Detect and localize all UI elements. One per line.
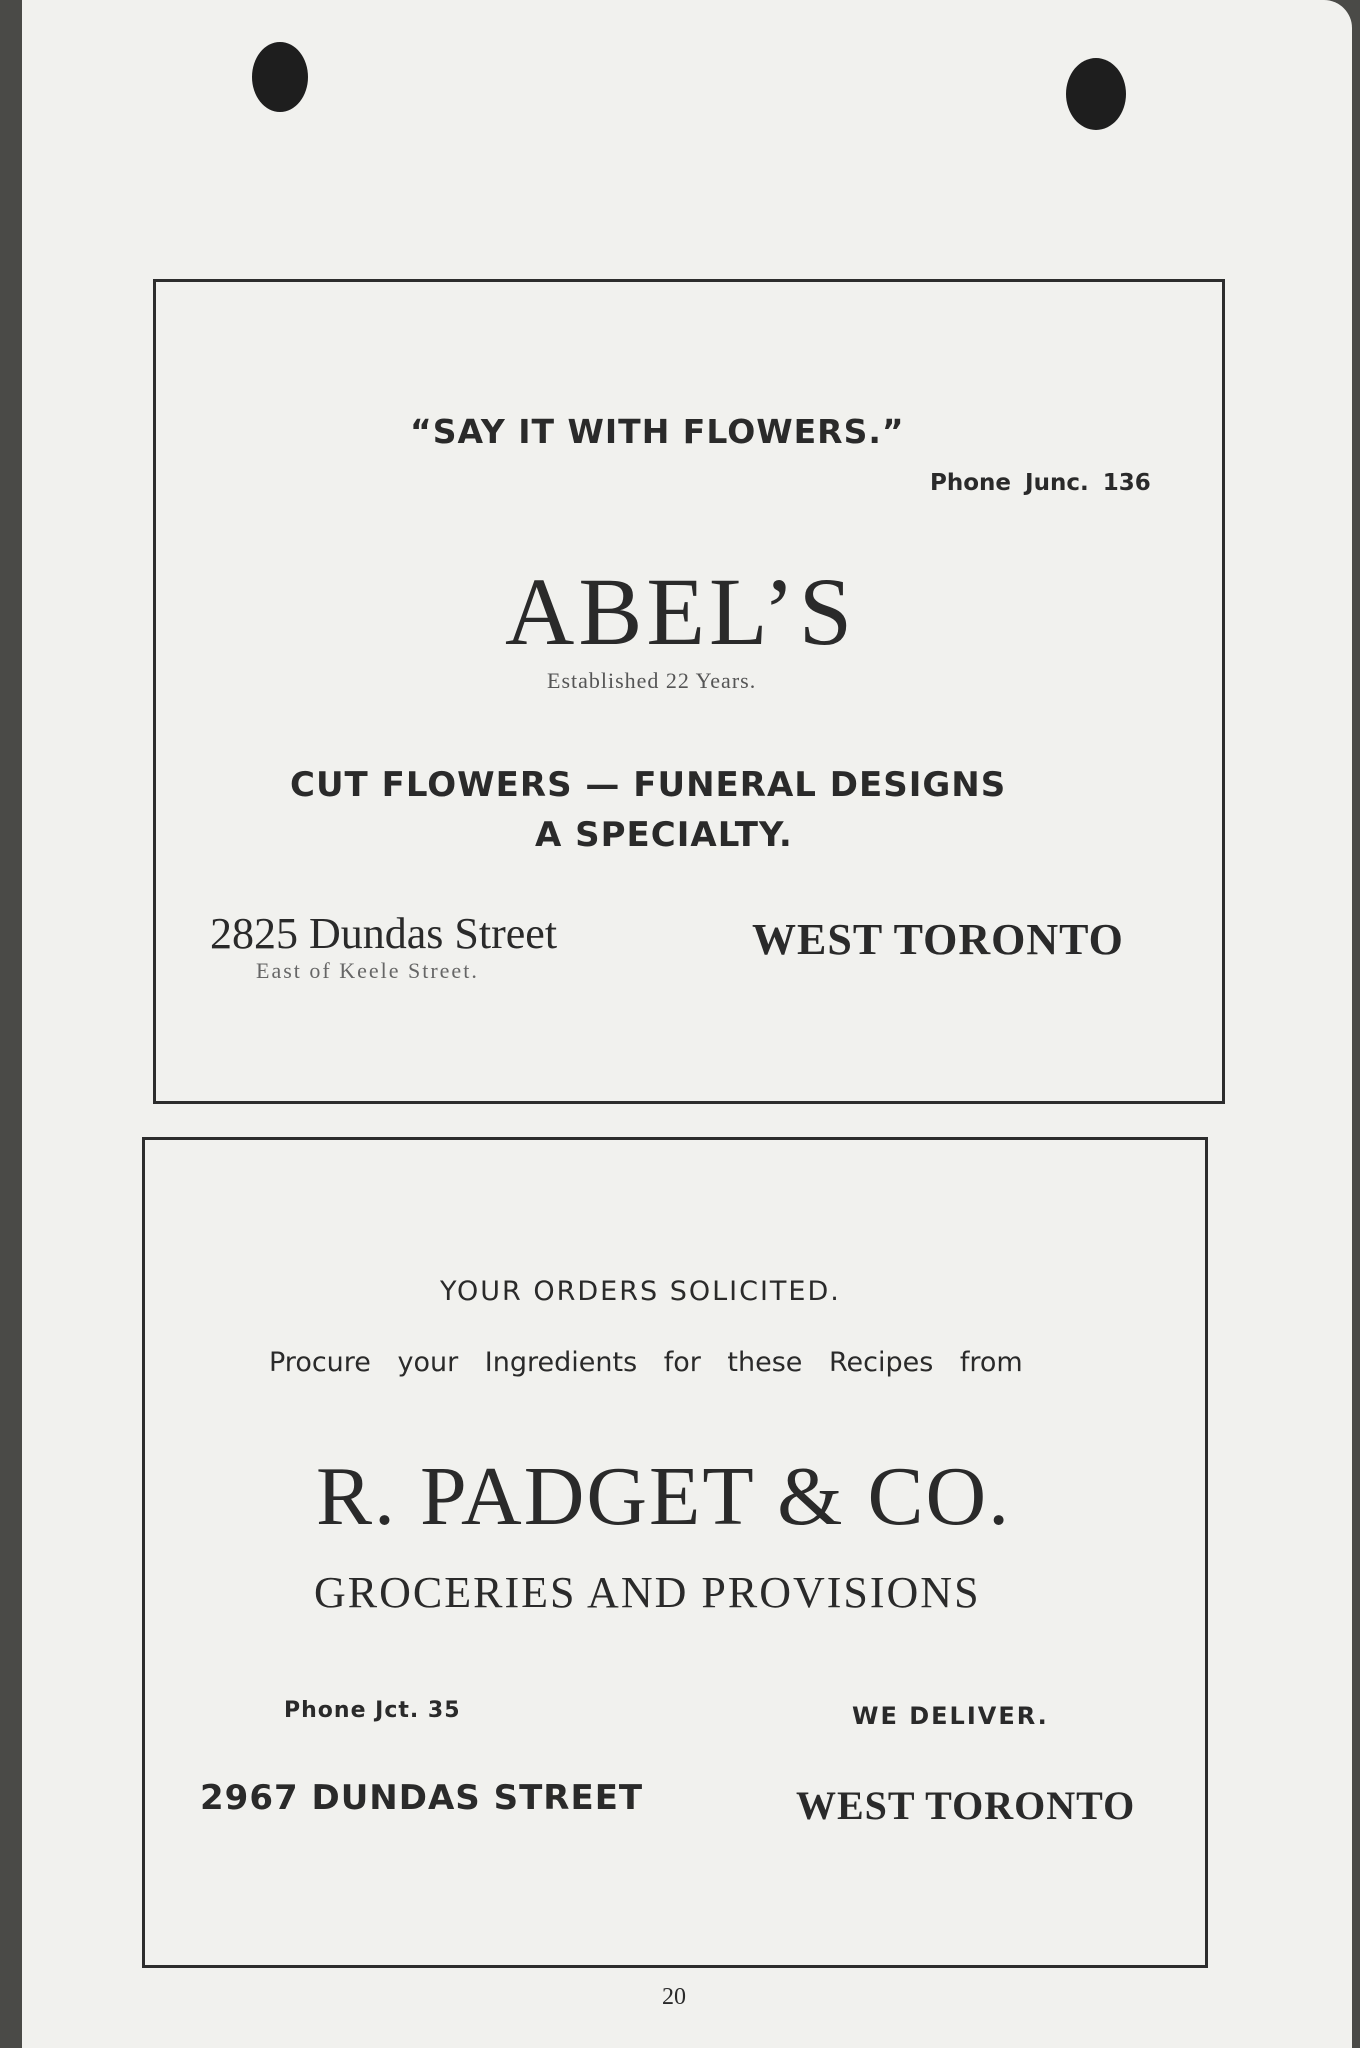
abels-address: 2825 Dundas Street [210,909,558,958]
abels-established: Established 22 Years. [547,668,757,693]
padget-city: WEST TORONTO [796,1783,1136,1828]
abels-specialty: A SPECIALTY. [535,815,793,855]
abels-phone: Phone Junc. 136 [930,470,1151,496]
abels-name: ABEL’S [505,558,857,665]
padget-address: 2967 DUNDAS STREET [200,1778,644,1818]
padget-phone: Phone Jct. 35 [284,1698,461,1723]
abels-slogan: “SAY IT WITH FLOWERS.” [410,412,905,451]
page-number: 20 [662,1984,686,2010]
padget-headline: YOUR ORDERS SOLICITED. [440,1276,841,1307]
padget-delivery: WE DELIVER. [852,1702,1049,1730]
abels-services: CUT FLOWERS — FUNERAL DESIGNS [290,765,1007,805]
abels-city: WEST TORONTO [752,915,1124,964]
padget-name: R. PADGET & CO. [316,1450,1012,1543]
padget-advertisement [142,1137,1208,1968]
punch-hole-left [252,42,308,112]
padget-business: GROCERIES AND PROVISIONS [314,1568,981,1617]
padget-intro: Procure your Ingredients for these Recipes from [269,1347,1023,1378]
abels-address-note: East of Keele Street. [256,958,479,983]
punch-hole-right [1066,58,1126,130]
